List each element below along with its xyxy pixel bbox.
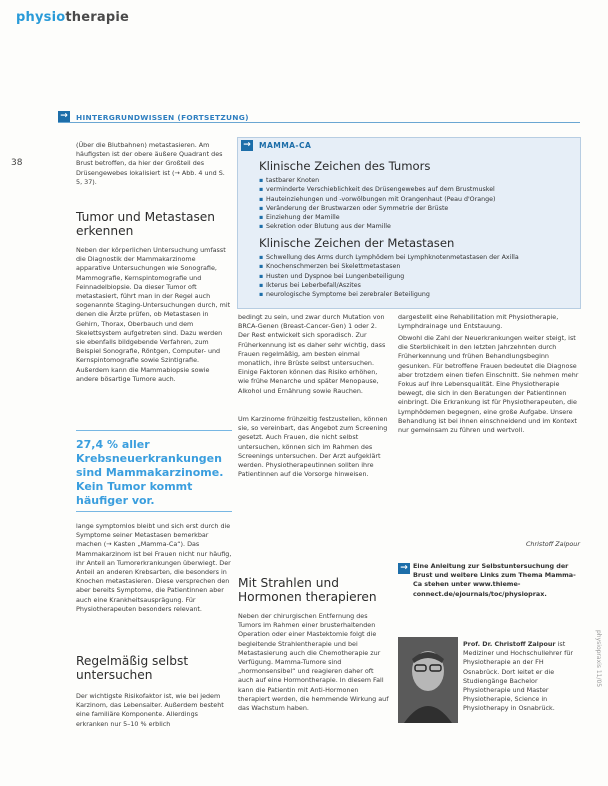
col1-intro: (Über die Blutbahnen) metastasieren. Am häufigsten ist der obere äußere Quadrant des Brust betroffen, da hier der Großteil des Drüsengewebes lokalisiert ist (→ Abb. 4 und S. 5, 37). (76, 141, 225, 186)
list-item: ▪ Einziehung der Mamille (259, 214, 340, 222)
col2-paragraph-strahlen: Neben der chirurgischen Entfernung des Tumors im Rahmen einer brusterhaltenden Operation oder einer Mastektomie folgt die begleitende Strahlentherapie und bei Metastasierung auch die Chemotherapie zur Verfügung. Mamma-Tumore sind „hormonsensibel“ und reagieren daher oft auch auf eine Hormontherapie. In diesem Fall kann die Patientin mit Anti-Hormonen therapiert werden, die hemmende Wirkung auf das Wachstum haben. (238, 612, 389, 713)
pull-quote: 27,4 % aller Krebsneuerkrankungen sind Mammakarzinome. Kein Tumor kommt häufiger vor. (76, 438, 224, 507)
scan-edge-text: physiopraxis 11/05 (595, 630, 602, 688)
list-zeichen-tumor (259, 176, 569, 232)
col1-paragraph-tumor: Neben der körperlichen Untersuchung umfasst die Diagnostik der Mammakarzinome apparative Untersuchungen wie Sonografie, Mammografie, Kernspintomografie und Feinnadelbiopsie. Da dieser Tumor oft metastasiert, führt man in der Regel auch sogenannte Staging-Untersuchungen durch, mit denen die Ärzte prüfen, ob Metastasen in Gehirn, Thorax, Oberbauch und dem Skelettsystem aufgetreten sind. Dazu werden sie ebenfalls bildgebende Verfahren, zum Beispiel Sonografie, Röntgen, Computer- und Kernspintomografie sowie Szintigrafie. Außerdem kann die Mammabiopsie sowie andere bösartige Tumore auch. (76, 246, 231, 383)
heading-regelmaessig: Regelmäßig selbst untersuchen (76, 654, 189, 682)
col3-paragraph-1: dargestellt eine Rehabilitation mit Physiotherapie, Lymphdrainage und Entstauung. (398, 313, 559, 331)
list-item: ▪ Veränderung der Brustwarzen oder Symmetrie der Brüste (259, 204, 449, 212)
quote-top-rule (76, 430, 232, 431)
author-photo (398, 637, 458, 723)
box-arrow-icon: → (241, 140, 253, 151)
heading-tumor-metastasen: Tumor und Metastasen erkennen (76, 210, 216, 238)
brand-part-therapie: therapie (65, 10, 130, 25)
list-item: ▪ Hauteinziehungen und -vorwölbungen mit Orangenhaut (Peau d'Orange) (259, 195, 496, 203)
section-label: HINTERGRUNDWISSEN (FORTSETZUNG) (76, 113, 249, 122)
section-rule (58, 122, 580, 123)
list-item: ▪ Husten und Dyspnoe bei Lungenbeteiligung (259, 272, 405, 280)
col2-paragraph-1: bedingt zu sein, und zwar durch Mutation von BRCA-Genen (Breast-Cancer-Gen) 1 oder 2. Der Rest entwickelt sich sporadisch. Zur Früherkennung ist es daher sehr wichtig, dass Frauen regelmäßig, am besten einmal monatlich, ihre Brüste selbst untersuchen. Einige Faktoren können das Risiko erhöhen, wie frühe Menarche und später Menopause, Alkohol und Ernährung sowie Rauchen. (238, 313, 386, 395)
page-number: 38 (11, 158, 23, 168)
heading-zeichen-tumor: Klinische Zeichen des Tumors (259, 159, 431, 173)
list-item: ▪ Ikterus bei Leberbefall/Aszites (259, 281, 361, 289)
mamma-ca-title: MAMMA-CA (259, 141, 312, 150)
col1-paragraph-after-quote: lange symptomlos bleibt und sich erst durch die Symptome seiner Metastasen bemerkbar machen (→ Kasten „Mamma-Ca“). Das Mammakarzinom ist bei Frauen nicht nur häufig, ihr Anteil an Tumorerkrankungen überwiegt. Der Anteil an anderen Krebsarten, die besonders in Knochen metastasieren. Diese versprechen den aber bereits Symptome, die Patientinnen aber auch eine Krankheitsausprägung. Für Physiotherapeuten besonders relevant. (76, 522, 232, 613)
brand-part-physio: physio (16, 10, 66, 25)
list-zeichen-metastasen (259, 253, 569, 299)
link-arrow-icon: → (398, 563, 410, 574)
col3-paragraph-2: Obwohl die Zahl der Neuerkrankungen weiter steigt, ist die Sterblichkeit in den letzten Jahrzehnten durch Früherkennung und frühen Behandlungsbeginn gesunken. Für betroffene Frauen bedeutet die Diagnose aber trotzdem einen tiefen Einschnitt. Sie nehmen mehr Fokus auf ihre Lebensqualität. Eine Physiotherapie bewegt, die sich in den Beratungen der Patientinnen einbringt. Die Erkrankung ist für Physiotherapeuten, die Lymphödemen begegnen, eine große Aufgabe. Unsere Behandlung ist bei ihnen einschneidend und im Kontext nur gemeinsam zu führen und wertvoll. (398, 334, 579, 435)
heading-zeichen-metastasen: Klinische Zeichen der Metastasen (259, 236, 455, 250)
list-item: ▪ Sekretion oder Blutung aus der Mamille (259, 223, 391, 231)
col2-paragraph-2: Um Karzinome frühzeitig festzustellen, können sie, so vereinbart, das Angebot zum Screening gesetzt. Auch Frauen, die nicht selbst untersuchen, können sich im Rahmen des Screenings untersuchen. Der Arzt aufgeklärt werden. Physiotherapeutinnen sollten ihre Patientinnen auf die Vorsorge hinweisen. (238, 415, 388, 479)
list-item: ▪ Knochenschmerzen bei Skelettmetastasen (259, 263, 401, 271)
list-item: ▪ Schwellung des Arms durch Lymphödem bei Lymphknotenmetastasen der Axilla (259, 254, 519, 261)
list-item: ▪ tastbarer Knoten (259, 177, 320, 184)
author-name: Prof. Dr. Christoff Zalpour (463, 640, 556, 648)
col1-paragraph-regel: Der wichtigste Risikofaktor ist, wie bei jedem Karzinom, das Lebensalter. Außerdem besteht eine familiäre Komponente. Allerdings erkranken nur 5–10 % erblich (76, 692, 224, 728)
author-bio-block (463, 640, 581, 714)
author-bio: ist Mediziner und Hochschullehrer für Physiotherapie an der FH Osnabrück. Dort leitet er die Studiengänge Bachelor Physiotherapie und Master Physiotherapie, Science in Physiotherapy in Osnabrück. (463, 640, 573, 713)
quote-bottom-rule (76, 511, 232, 512)
brand-title (16, 10, 129, 25)
link-intro[interactable]: Eine Anleitung zur Selbstuntersuchung der Brust und weitere Links zum Thema Mamma-Ca stehen unter www.thieme-connect.de/ejournals/toc/physioprax. (413, 562, 576, 598)
signature: Christoff Zalpour (525, 540, 580, 548)
list-item: ▪ verminderte Verschieblichkeit des Drüsengewebes auf dem Brustmuskel (259, 186, 495, 194)
portrait-icon (398, 637, 458, 723)
section-arrow-icon: → (58, 111, 70, 122)
list-item: ▪ neurologische Symptome bei zerebraler Beteiligung (259, 291, 430, 299)
heading-strahlen: Mit Strahlen und Hormonen therapieren (238, 576, 377, 604)
